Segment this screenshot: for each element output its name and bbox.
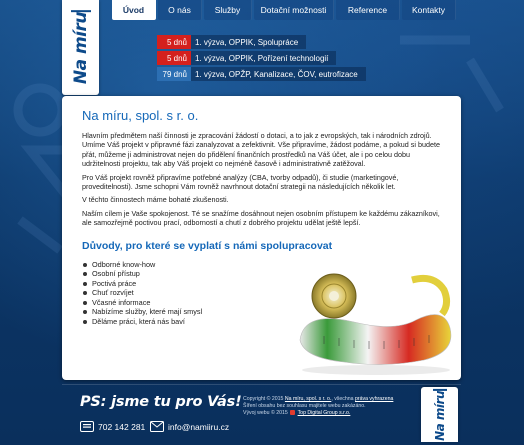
distribution-notice: Šíření obsahu bez souhlasu majitele webu zakázáno. bbox=[243, 403, 366, 409]
news-item[interactable] bbox=[157, 51, 366, 65]
footer-info bbox=[243, 396, 409, 417]
logo[interactable] bbox=[62, 0, 99, 95]
developer-logo-icon bbox=[290, 410, 295, 415]
experience-paragraph: V těchto činnostech máme bohaté zkušenosti. bbox=[82, 195, 229, 205]
news-item-text[interactable]: 1. výzva, OPPIK, Pořízení technologií bbox=[191, 51, 336, 65]
logo-text: Na míru bbox=[70, 12, 91, 85]
phone-icon bbox=[80, 421, 94, 432]
news-item[interactable] bbox=[157, 67, 366, 81]
analysis-paragraph: Pro Váš projekt rovněž připravíme potřebné analýzy (CBA, tvorby odpadů), či studie (marketingové, proveditelnosti). Jsme schopni Vám rovněž navrhnout dotační strategii na následujících několik let. bbox=[82, 172, 399, 192]
phone-number[interactable]: 702 142 281 bbox=[98, 421, 146, 432]
company-link[interactable]: Na míru, spol. s r. o. bbox=[284, 396, 332, 402]
measuring-tape-image bbox=[294, 270, 458, 378]
list-item: Osobní přístup bbox=[82, 269, 444, 279]
developer-line: Vývoj webu © 2015 Top Digital Group s.r.o. bbox=[243, 410, 351, 416]
news-item-text[interactable]: 1. výzva, OPŽP, Kanalizace, ČOV, eutrofizace bbox=[191, 67, 366, 81]
list-item: Poctivá práce bbox=[82, 279, 444, 289]
email-address[interactable]: info@namiiru.cz bbox=[168, 421, 230, 432]
nav-item-reference[interactable]: Reference bbox=[336, 0, 400, 20]
content-panel bbox=[62, 96, 461, 380]
news-item[interactable] bbox=[157, 35, 366, 49]
intro-paragraph: Hlavním předmětem naší činnosti je zpracování žádostí o dotaci, a to jak z evropských, tak i národních zdrojů. Umíme Váš projekt v připravné fázi zanalyzovat a zefektivnit. Vše připravíme, žádost podáme, a pokud si budete přát, můžeme ji administrovat nejen do přidělení finančních prostředků na Váš účet, ale i po celou dobu udržitelnosti projektu, tak aby Váš projekt co nejméně časově i administrativně zatěžoval. bbox=[82, 131, 440, 169]
list-item: Chuť rozvíjet bbox=[82, 288, 444, 298]
footer-slogan: PS: jsme tu pro Vás! bbox=[80, 394, 242, 410]
news-list bbox=[157, 35, 366, 83]
mail-icon bbox=[150, 421, 164, 432]
footer-logo-text: Na míru bbox=[432, 390, 447, 441]
days-left-badge: 5 dnů bbox=[157, 51, 191, 65]
copyright-line: Copyright © 2015 Na míru, spol. s r. o., všechna práva vyhrazena bbox=[243, 396, 394, 402]
nav-item-kontakty[interactable]: Kontakty bbox=[402, 0, 456, 20]
email-contact[interactable] bbox=[150, 421, 229, 432]
list-item: Nabízíme služby, které mají smysl bbox=[82, 307, 444, 317]
footer-divider bbox=[62, 384, 461, 385]
nav-item-uvod[interactable]: Úvod bbox=[112, 0, 156, 20]
list-item: Děláme práci, která nás baví bbox=[82, 317, 444, 327]
news-item-text[interactable]: 1. výzva, OPPIK, Spolupráce bbox=[191, 35, 306, 49]
days-left-badge: 5 dnů bbox=[157, 35, 191, 49]
phone-contact[interactable] bbox=[80, 421, 145, 432]
reasons-heading: Důvody, pro které se vyplatí s námi spolupracovat bbox=[82, 239, 333, 252]
nav-item-dotacni-moznosti[interactable]: Dotační možnosti bbox=[254, 0, 334, 20]
rights-link[interactable]: práva vyhrazena bbox=[355, 396, 394, 402]
list-item: Včasné informace bbox=[82, 298, 444, 308]
page-title: Na míru, spol. s r. o. bbox=[82, 108, 199, 123]
list-item: Odborné know-how bbox=[82, 260, 444, 270]
goal-paragraph: Naším cílem je Vaše spokojenost. Té se snažíme dosáhnout nejen osobním přístupem ke každému zákazníkovi, ale samozřejmě poctivou prací, odborností a chutí z dobrého projektu udělat ještě lepší. bbox=[82, 208, 440, 228]
days-left-badge: 79 dnů bbox=[157, 67, 191, 81]
nav-item-sluzby[interactable]: Služby bbox=[204, 0, 252, 20]
footer-logo[interactable] bbox=[421, 387, 458, 442]
main-nav bbox=[112, 0, 458, 20]
nav-item-o-nas[interactable]: O nás bbox=[158, 0, 202, 20]
developer-link[interactable]: Top Digital Group s.r.o. bbox=[297, 410, 351, 416]
